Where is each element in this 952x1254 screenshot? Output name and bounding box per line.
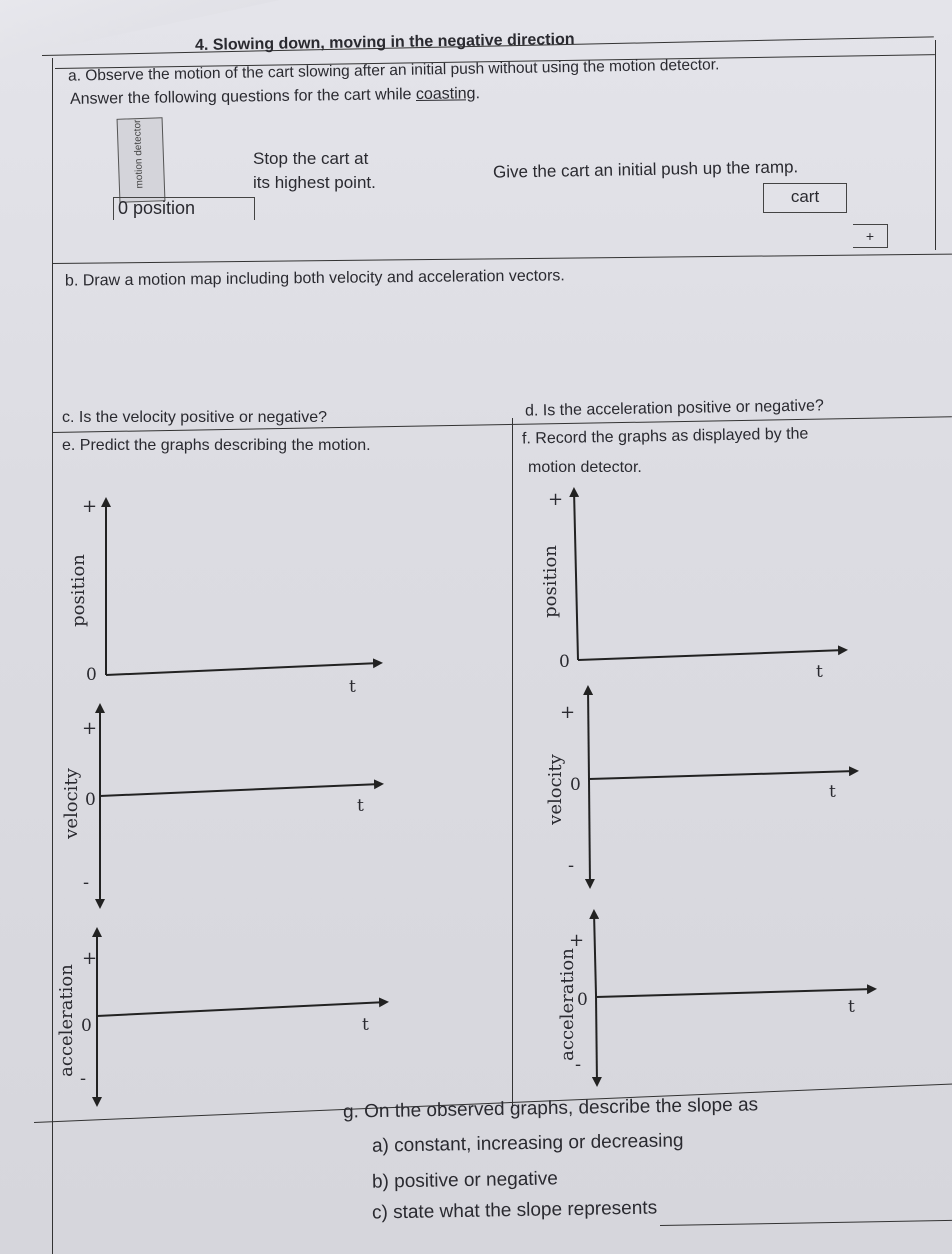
motion-detector-label: motion detector (132, 119, 146, 189)
right-velocity-axis-label: velocity (544, 754, 566, 825)
page-title: 4. Slowing down, moving in the negative direction (194, 31, 575, 54)
part-g-instruction: g. On the observed graphs, describe the slope as (342, 1094, 759, 1123)
right-position-x-axis (578, 650, 845, 660)
left-acceleration-x-axis (97, 1002, 386, 1016)
left-acceleration-minus: - (80, 1068, 87, 1089)
part-f-instruction-line1: f. Record the graphs as displayed by the (521, 425, 809, 448)
right-position-t: t (816, 662, 823, 682)
right-acceleration-plus: + (569, 930, 585, 951)
stop-instruction-line2: its highest point. (253, 173, 376, 192)
right-position-zero: 0 (559, 652, 570, 672)
left-velocity-plus: + (82, 718, 98, 739)
right-acceleration-y-axis-down (596, 995, 597, 1084)
right-velocity-y-axis (588, 688, 589, 780)
left-position-x-axis (106, 663, 380, 675)
right-acceleration-zero: 0 (577, 990, 588, 1010)
part-e-instruction: e. Predict the graphs describing the motion. (62, 437, 371, 454)
right-acceleration-minus: - (575, 1054, 582, 1075)
right-velocity-x-axis (589, 771, 856, 779)
right-acceleration-y-axis (594, 912, 596, 995)
stop-instruction-line1: Stop the cart at (253, 149, 369, 168)
right-position-plus: + (548, 489, 564, 510)
push-instruction: Give the cart an initial push up the ramp. (492, 157, 799, 182)
right-acceleration-axis-label: acceleration (556, 948, 578, 1061)
right-position-y-axis (574, 490, 578, 660)
right-velocity-minus: - (568, 855, 575, 876)
right-acceleration-x-axis (596, 989, 874, 997)
part-g-item-c: c) state what the slope represents (371, 1197, 658, 1224)
left-velocity-minus: - (83, 872, 90, 893)
left-velocity-axis-label: velocity (60, 768, 82, 839)
right-velocity-zero: 0 (570, 775, 581, 795)
part-g-item-b: b) positive or negative (371, 1168, 559, 1193)
left-position-zero: 0 (86, 665, 97, 685)
right-velocity-t: t (829, 782, 836, 802)
left-acceleration-plus: + (82, 948, 98, 969)
part-f-instruction-line2: motion detector. (528, 459, 642, 476)
right-position-axis-label: position (539, 545, 561, 618)
coasting-word: coasting (415, 85, 476, 104)
left-velocity-x-axis (100, 784, 381, 796)
left-acceleration-axis-label: acceleration (55, 964, 77, 1077)
right-velocity-plus: + (560, 702, 576, 723)
left-acceleration-t: t (362, 1015, 369, 1035)
part-a-question-prefix: Answer the following questions for the cart while (69, 86, 417, 108)
part-g-item-a: a) constant, increasing or decreasing (371, 1130, 684, 1157)
zero-position-label: 0 position (118, 198, 196, 218)
left-velocity-t: t (357, 796, 364, 816)
left-position-plus: + (82, 496, 98, 517)
cart-label: cart (790, 187, 820, 206)
part-d-question: d. Is the acceleration positive or negative? (524, 397, 824, 420)
left-velocity-zero: 0 (85, 790, 96, 810)
right-acceleration-t: t (848, 997, 855, 1017)
part-b-instruction: b. Draw a motion map including both velocity and acceleration vectors. (64, 267, 565, 290)
ramp-plus-end: + (853, 224, 888, 248)
part-c-question: c. Is the velocity positive or negative? (62, 409, 328, 426)
part-a-instruction: a. Observe the motion of the cart slowing after an initial push without using the motion detector. (67, 56, 720, 85)
left-position-t: t (349, 677, 356, 697)
left-acceleration-zero: 0 (81, 1016, 92, 1036)
part-a-question-suffix: . (475, 85, 481, 103)
left-position-axis-label: position (67, 554, 89, 627)
right-velocity-y-axis-down (589, 780, 590, 886)
